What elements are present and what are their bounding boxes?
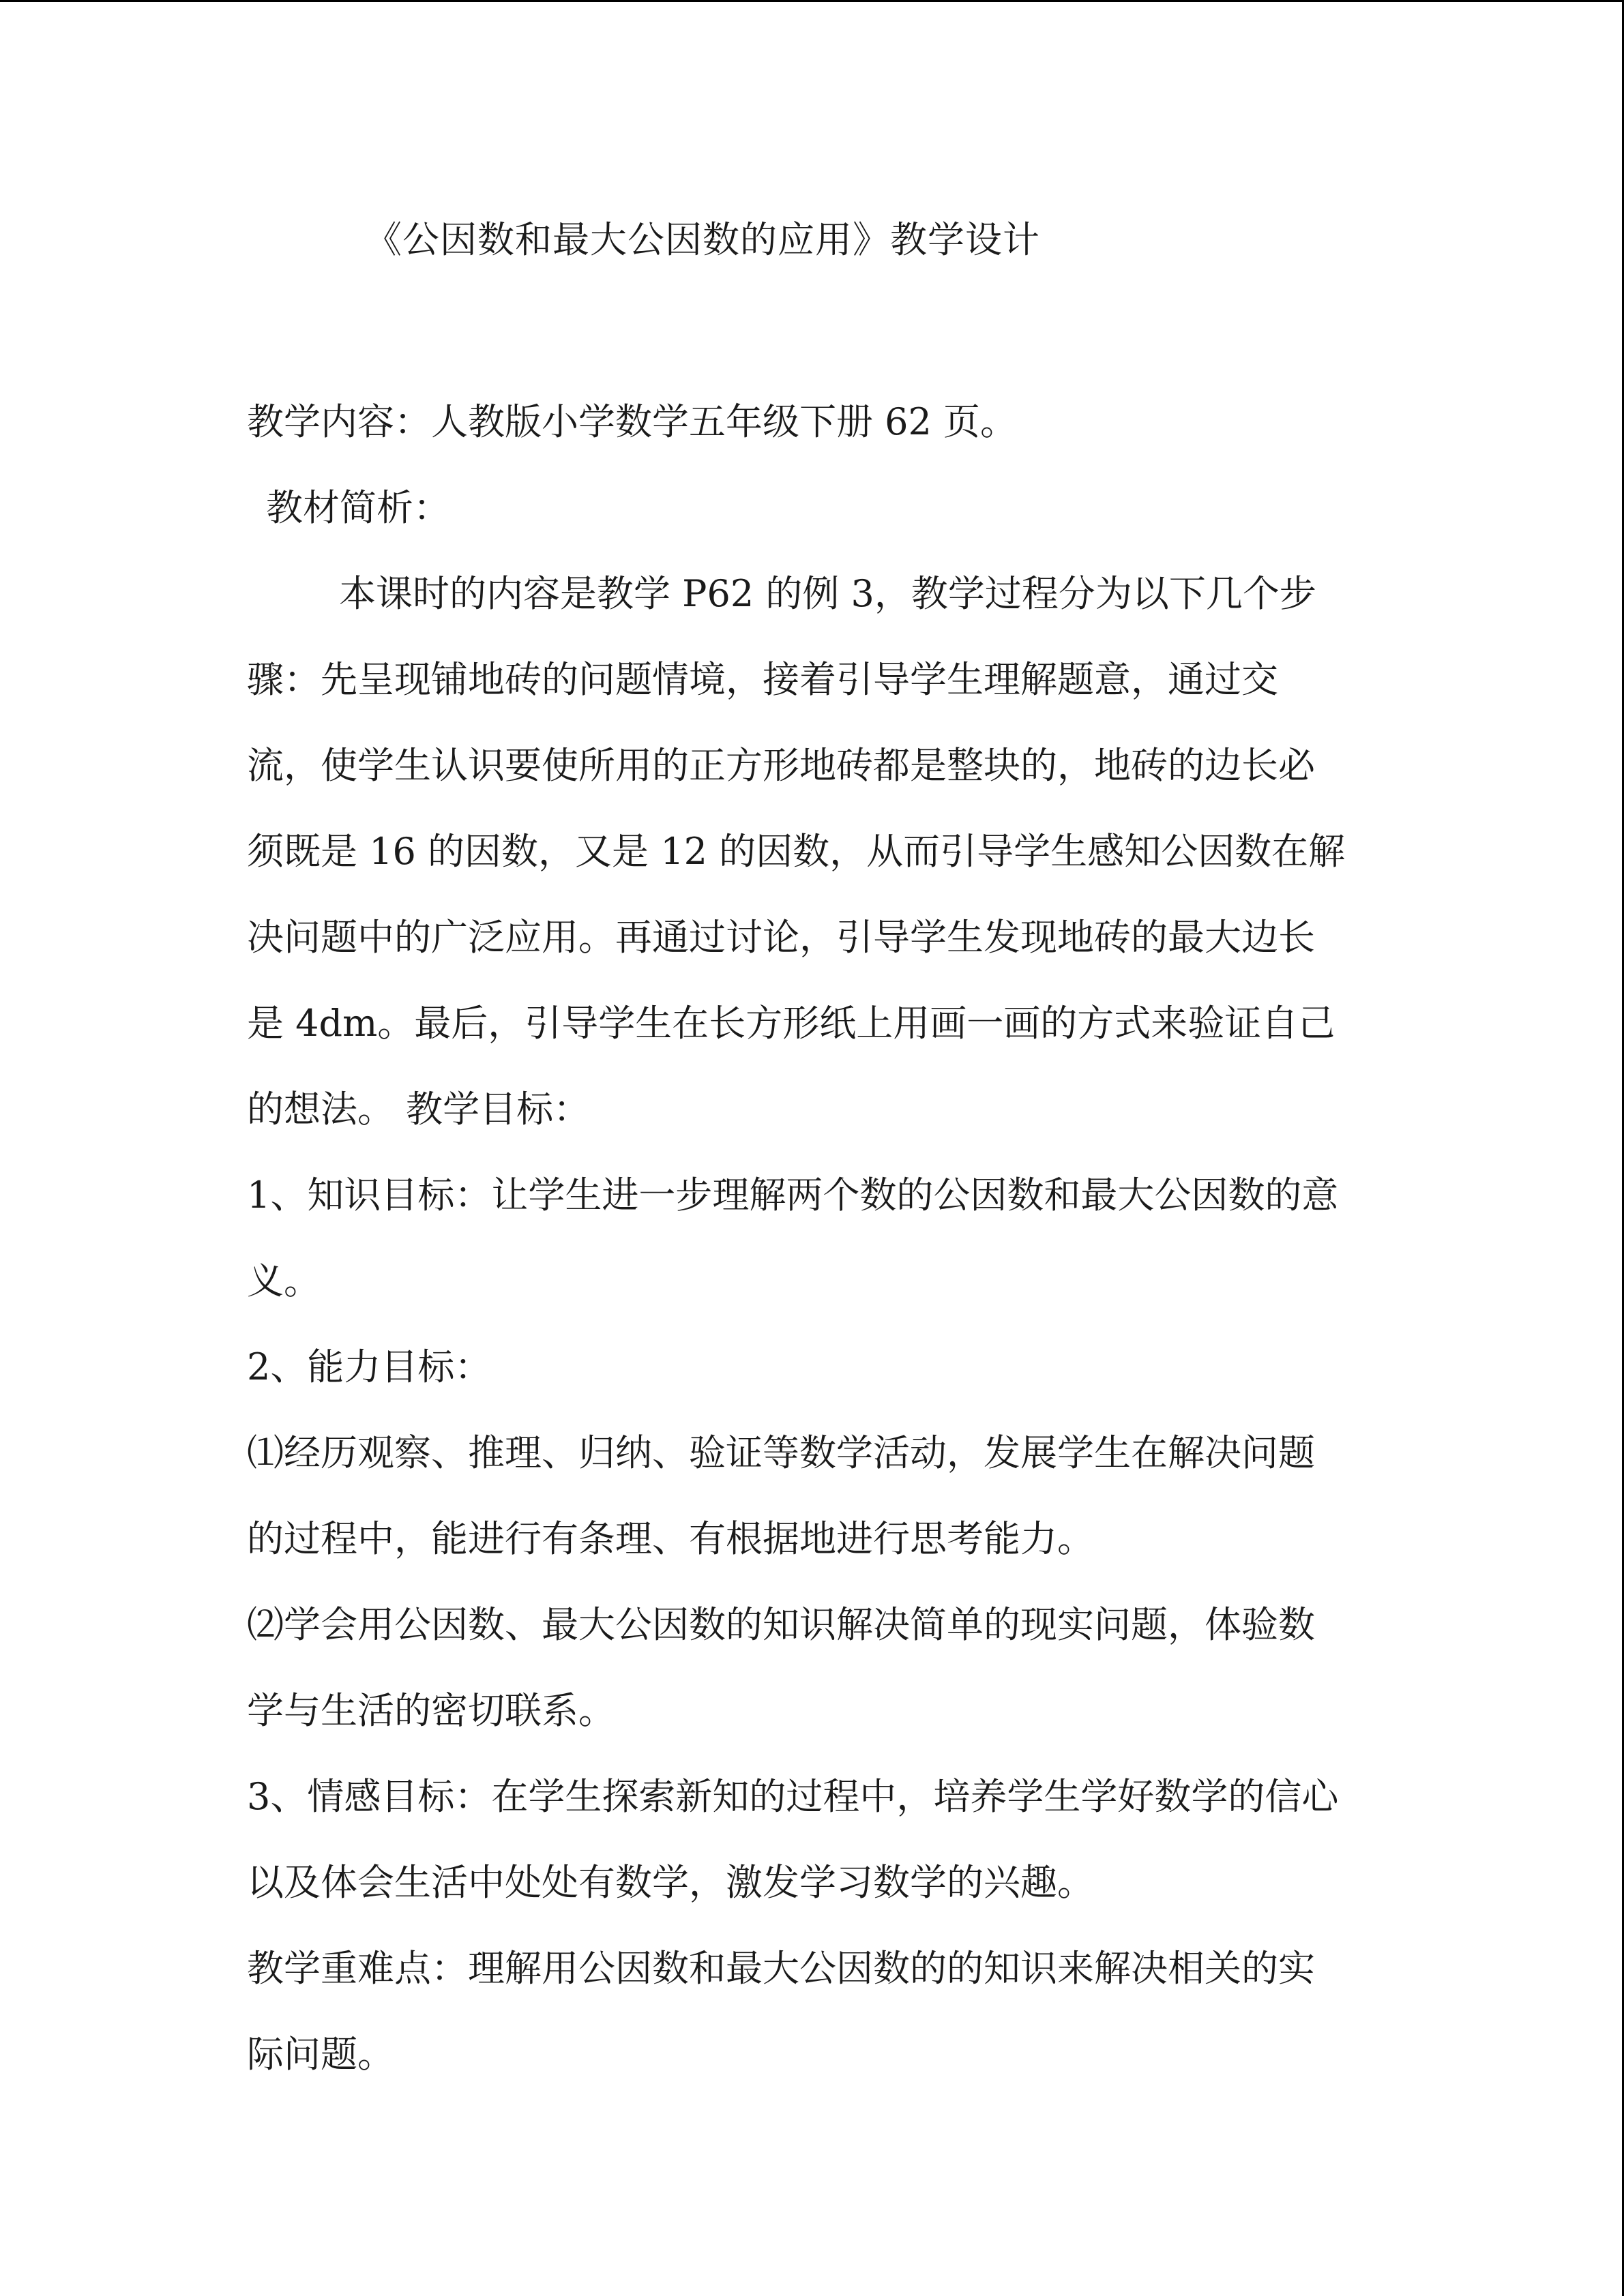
objective-ability-item-2: ⑵学会用公因数、最大公因数的知识解决简单的现实问题，体验数 — [247, 1603, 1315, 1646]
objective-ability-item-1: ⑴经历观察、推理、归纳、验证等数学活动，发展学生在解决问题 — [247, 1431, 1315, 1474]
key-difficulty-line: 教学重难点：理解用公因数和最大公因数的的知识来解决相关的实 — [247, 1947, 1315, 1990]
paragraph-line: 须既是 16 的因数，又是 12 的因数，从而引导学生感知公因数在解 — [247, 830, 1346, 873]
objective-ability-item-1: 的过程中，能进行有条理、有根据地进行思考能力。 — [247, 1517, 1094, 1560]
paragraph-line: 的想法。 教学目标： — [247, 1088, 591, 1131]
key-difficulty-line: 际问题。 — [247, 2033, 394, 2076]
objective-knowledge-line: 义。 — [247, 1259, 321, 1302]
document-body — [247, 379, 1393, 2098]
paragraph-line: 流，使学生认识要使所用的正方形地砖都是整块的，地砖的边长必 — [247, 744, 1315, 787]
paragraph-line: 是 4dm。最后，引导学生在长方形纸上用画一画的方式来验证自己 — [247, 1002, 1335, 1045]
objective-ability-heading: 2、能力目标： — [247, 1345, 492, 1388]
paragraph-line: 本课时的内容是教学 P62 的例 3，教学过程分为以下几个步 — [339, 572, 1316, 615]
objective-emotion-line: 3、情感目标：在学生探索新知的过程中，培养学生学好数学的信心 — [247, 1775, 1339, 1818]
paragraph-line: 决问题中的广泛应用。再通过讨论，引导学生发现地砖的最大边长 — [247, 916, 1315, 959]
material-analysis-heading: 教材简析： — [266, 486, 450, 529]
objective-knowledge-line: 1、知识目标：让学生进一步理解两个数的公因数和最大公因数的意 — [247, 1174, 1339, 1217]
page-border-top — [0, 0, 1624, 2]
objective-ability-item-2: 学与生活的密切联系。 — [247, 1689, 615, 1732]
teaching-content-line: 教学内容：人教版小学数学五年级下册 62 页。 — [247, 400, 1018, 443]
paragraph-line: 骤：先呈现铺地砖的问题情境，接着引导学生理解题意，通过交 — [247, 658, 1278, 701]
objective-emotion-line: 以及体会生活中处处有数学，激发学习数学的兴趣。 — [247, 1861, 1094, 1904]
document-title: 《公因数和最大公因数的应用》教学设计 — [365, 218, 1040, 261]
